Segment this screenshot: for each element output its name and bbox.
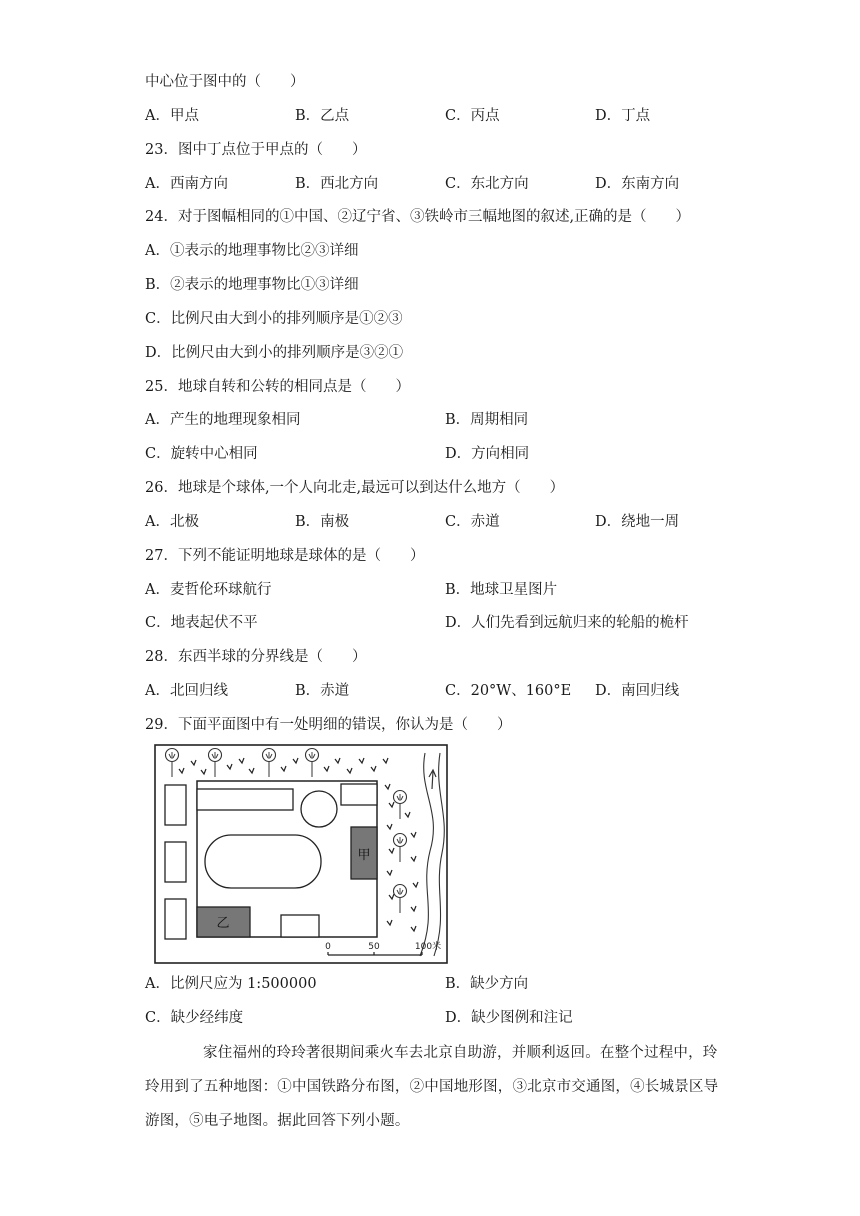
option-b[interactable]: B．②表示的地理事物比①③详细 (145, 277, 359, 293)
option-b[interactable]: B．缺少方向 (445, 976, 529, 992)
option-a[interactable]: A．产生的地理现象相同 (145, 412, 301, 428)
option-c[interactable]: C．20°W、160°E (445, 683, 572, 699)
teaching-building (197, 789, 293, 810)
question-26-stem: 26．地球是个球体,一个人向北走,最远可以到达什么地方（ ） (145, 480, 565, 496)
option-d[interactable]: D．丁点 (595, 108, 651, 124)
school-plan-figure (152, 741, 452, 966)
option-b[interactable]: B．乙点 (295, 108, 350, 124)
option-d[interactable]: D．人们先看到远航归来的轮船的桅杆 (445, 615, 689, 631)
question-23-options (145, 174, 745, 194)
question-28-options (145, 681, 745, 701)
gate-building (281, 915, 319, 937)
option-a[interactable]: A．①表示的地理事物比②③详细 (145, 243, 359, 259)
option-a[interactable]: A．北回归线 (145, 683, 228, 699)
question-27-options-row1 (145, 580, 745, 600)
question-25-stem: 25．地球自转和公转的相同点是（ ） (145, 379, 410, 395)
scale-label-0: 0 (325, 942, 331, 952)
sports-field (205, 835, 321, 888)
question-22-stem: 中心位于图中的（ ） (145, 74, 305, 90)
option-d[interactable]: D．方向相同 (445, 446, 530, 462)
option-a[interactable]: A．甲点 (145, 108, 199, 124)
question-25-options-row2 (145, 444, 745, 464)
left-building (165, 899, 186, 939)
scale-label-100: 100米 (414, 942, 442, 952)
option-c[interactable]: C．旋转中心相同 (145, 446, 258, 462)
question-28-stem: 28．东西半球的分界线是（ ） (145, 649, 367, 665)
option-b[interactable]: B．南极 (295, 514, 350, 530)
option-d[interactable]: D．东南方向 (595, 176, 680, 192)
option-c[interactable]: C．东北方向 (445, 176, 529, 192)
option-d[interactable]: D．比例尺由大到小的排列顺序是③②① (145, 345, 404, 361)
reading-passage: 家住福州的玲玲著很期间乘火车去北京自助游，并顺利返回。在整个过程中，玲玲用到了五种地图：①中国铁路分布图，②中国地形图，③北京市交通图，④长城景区导游图，⑤电子地图。据此回答下列小题。 (145, 1045, 719, 1129)
question-26-options (145, 512, 745, 532)
left-building (165, 785, 186, 825)
option-c[interactable]: C．丙点 (445, 108, 500, 124)
label-yi: 乙 (216, 916, 230, 931)
option-c[interactable]: C．赤道 (445, 514, 500, 530)
question-24-stem: 24．对于图幅相同的①中国、②辽宁省、③铁岭市三幅地图的叙述,正确的是（ ） (145, 209, 691, 225)
option-c[interactable]: C．缺少经纬度 (145, 1010, 244, 1026)
question-22-options (145, 106, 745, 126)
option-a[interactable]: A．麦哲伦环球航行 (145, 582, 272, 598)
question-29-stem: 29．下面平面图中有一处明细的错误，你认为是（ ） (145, 717, 512, 733)
round-building (301, 791, 337, 827)
option-b[interactable]: B．赤道 (295, 683, 350, 699)
option-b[interactable]: B．西北方向 (295, 176, 379, 192)
option-a[interactable]: A．西南方向 (145, 176, 228, 192)
option-b[interactable]: B．地球卫星图片 (445, 582, 558, 598)
question-29-options-row2 (145, 1008, 745, 1028)
option-c[interactable]: C．地表起伏不平 (145, 615, 258, 631)
question-25-options-row1 (145, 410, 745, 430)
option-d[interactable]: D．绕地一周 (595, 514, 680, 530)
option-b[interactable]: B．周期相同 (445, 412, 529, 428)
left-building (165, 842, 186, 882)
option-d[interactable]: D．南回归线 (595, 683, 680, 699)
option-d[interactable]: D．缺少图例和注记 (445, 1010, 573, 1026)
label-jia: 甲 (357, 848, 371, 863)
question-27-stem: 27．下列不能证明地球是球体的是（ ） (145, 548, 425, 564)
question-29-options-row1 (145, 974, 745, 994)
question-27-options-row2 (145, 613, 745, 633)
option-a[interactable]: A．北极 (145, 514, 199, 530)
option-c[interactable]: C．比例尺由大到小的排列顺序是①②③ (145, 311, 403, 327)
corner-building (341, 784, 377, 805)
question-23-stem: 23．图中丁点位于甲点的（ ） (145, 142, 367, 158)
option-a[interactable]: A．比例尺应为 1:500000 (145, 976, 317, 992)
scale-label-50: 50 (368, 942, 380, 952)
